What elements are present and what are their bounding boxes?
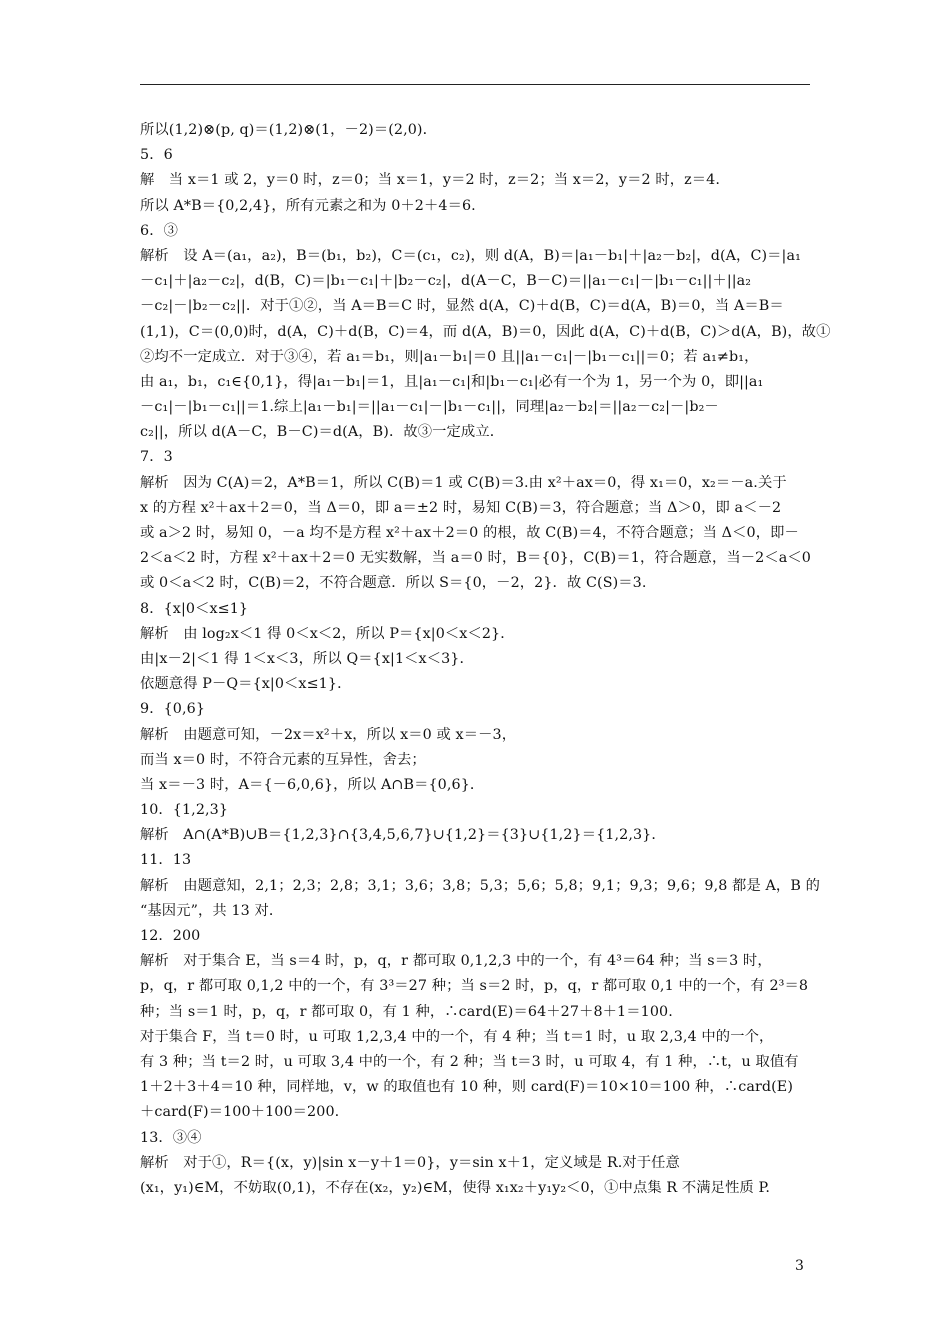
answer-heading: 9．{0,6} [140, 701, 206, 718]
text-line: 解析 由题意知，2,1；2,3；2,8；3,1；3,6；3,8；5,3；5,6；5,8；9,1；9,3；9,6；9,8 都是 A，B 的 [140, 877, 820, 894]
text-line: 解 当 x＝1 或 2，y＝0 时，z＝0；当 x＝1，y＝2 时，z＝2；当 x＝2，y＝2 时，z＝4. [140, 172, 720, 189]
text-line: (x₁，y₁)∈M，不妨取(0,1)，不存在(x₂，y₂)∈M，使得 x₁x₂＋y₁y₂＜0，①中点集 R 不满足性质 P. [140, 1179, 770, 1196]
text-line: 或 a＞2 时，易知 0，－a 均不是方程 x²＋ax＋2＝0 的根，故 C(B)＝4，不符合题意；当 Δ＜0，即－ [140, 525, 799, 541]
header-rule [140, 84, 810, 85]
text-line: 种；当 s＝1 时，p，q，r 都可取 0，有 1 种，∴card(E)＝64＋27＋8＋1＝100. [140, 1003, 673, 1020]
text-line: (1,1)，C＝(0,0)时，d(A，C)＋d(B，C)＝4，而 d(A，B)＝0，因此 d(A，C)＋d(B，C)＞d(A，B)，故① [140, 323, 831, 340]
text-line: p，q，r 都可取 0,1,2 中的一个，有 3³＝27 种；当 s＝2 时，p，q，r 都可取 0,1 中的一个，有 2³＝8 [140, 978, 809, 995]
text-line: c₂||，所以 d(A－C，B－C)＝d(A，B)．故③一定成立． [140, 424, 505, 441]
text-line: x 的方程 x²＋ax＋2＝0，当 Δ＝0，即 a＝±2 时，易知 C(B)＝3，符合题意；当 Δ＞0，即 a＜－2 [140, 499, 782, 516]
answer-heading: 5．6 [140, 147, 173, 164]
text-line: 解析 对于①，R＝{(x，y)|sin x－y＋1＝0}，y＝sin x＋1，定义域是 R.对于任意 [140, 1154, 680, 1171]
text-line: 解析 A∩(A*B)∪B＝{1,2,3}∩{3,4,5,6,7}∪{1,2}＝{3}∪{1,2}＝{1,2,3}． [140, 827, 666, 844]
text-line: 解析 因为 C(A)＝2，A*B＝1，所以 C(B)＝1 或 C(B)＝3.由 x²＋ax＝0，得 x₁＝0，x₂＝－a.关于 [140, 474, 787, 491]
text-line: 解析 由 log₂x＜1 得 0＜x＜2，所以 P＝{x|0＜x＜2}． [140, 625, 515, 642]
answer-heading: 8．{x|0＜x≤1} [140, 600, 249, 617]
page-number: 3 [795, 1258, 804, 1274]
text-line: 解析 对于集合 E，当 s＝4 时，p，q，r 都可取 0,1,2,3 中的一个，有 4³＝64 种；当 s＝3 时， [140, 953, 772, 970]
solution-text [140, 118, 831, 1201]
text-line: 对于集合 F，当 t＝0 时，u 可取 1,2,3,4 中的一个，有 4 种；当 t＝1 时，u 取 2,3,4 中的一个， [140, 1028, 774, 1045]
answer-heading: 13．③④ [140, 1129, 202, 1146]
text-line: 当 x＝－3 时，A＝{－6,0,6}，所以 A∩B＝{0,6}． [140, 776, 485, 793]
text-line: －c₁|－|b₁－c₁||＝1.综上|a₁－b₁|＝||a₁－c₁|－|b₁－c₁||，同理|a₂－b₂|＝||a₂－c₂|－|b₂－ [140, 399, 719, 416]
text-line: 所以 A*B＝{0,2,4}，所有元素之和为 0＋2＋4＝6. [140, 197, 476, 214]
text-line: “基因元”，共 13 对． [140, 902, 284, 919]
text-line: 依题意得 P－Q＝{x|0＜x≤1}． [140, 676, 352, 693]
text-line: ＋card(F)＝100＋100＝200. [140, 1104, 340, 1121]
text-line: 由|x－2|＜1 得 1＜x＜3，所以 Q＝{x|1＜x＜3}． [140, 650, 474, 667]
text-line: 1＋2＋3＋4＝10 种，同样地，v，w 的取值也有 10 种，则 card(F)＝10×10＝100 种，∴card(E) [140, 1079, 794, 1096]
text-line: 解析 由题意可知，－2x＝x²＋x，所以 x＝0 或 x＝－3， [140, 726, 517, 743]
answer-heading: 7．3 [140, 449, 173, 466]
text-line: 所以(1,2)⊗(p, q)＝(1,2)⊗(1，－2)＝(2,0)． [140, 122, 438, 138]
text-line: －c₁|＋|a₂－c₂|，d(B，C)＝|b₁－c₁|＋|b₂－c₂|，d(A－C，B－C)＝||a₁－c₁|－|b₁－c₁||＋||a₂ [140, 273, 752, 290]
text-line: 由 a₁，b₁，c₁∈{0,1}，得|a₁－b₁|＝1，且|a₁－c₁|和|b₁－c₁|必有一个为 1，另一个为 0，即||a₁ [140, 373, 764, 390]
answer-heading: 12．200 [140, 928, 201, 944]
text-line: －c₂|－|b₂－c₂||．对于①②，当 A＝B＝C 时，显然 d(A，C)＋d(B，C)＝d(A，B)＝0，当 A＝B＝ [140, 298, 784, 315]
text-line: 有 3 种；当 t＝2 时，u 可取 3,4 中的一个，有 2 种；当 t＝3 时，u 可取 4，有 1 种，∴t，u 取值有 [140, 1053, 799, 1070]
answer-heading: 6．③ [140, 222, 178, 239]
text-line: 解析 设 A＝(a₁，a₂)，B＝(b₁，b₂)，C＝(c₁，c₂)，则 d(A，B)＝|a₁－b₁|＋|a₂－b₂|，d(A，C)＝|a₁ [140, 247, 801, 264]
text-line: 而当 x＝0 时，不符合元素的互异性，舍去； [140, 751, 426, 768]
answer-heading: 10．{1,2,3} [140, 802, 229, 819]
text-line: 2＜a＜2 时，方程 x²＋ax＋2＝0 无实数解，当 a＝0 时，B＝{0}，C(B)＝1，符合题意，当－2＜a＜0 [140, 550, 811, 567]
text-line: 或 0＜a＜2 时，C(B)＝2，不符合题意．所以 S＝{0，－2，2}．故 C(S)＝3. [140, 575, 647, 592]
text-line: ②均不一定成立．对于③④，若 a₁＝b₁，则|a₁－b₁|＝0 且||a₁－c₁|－|b₁－c₁||＝0；若 a₁≠b₁， [140, 348, 759, 365]
answer-heading: 11．13 [140, 852, 192, 869]
